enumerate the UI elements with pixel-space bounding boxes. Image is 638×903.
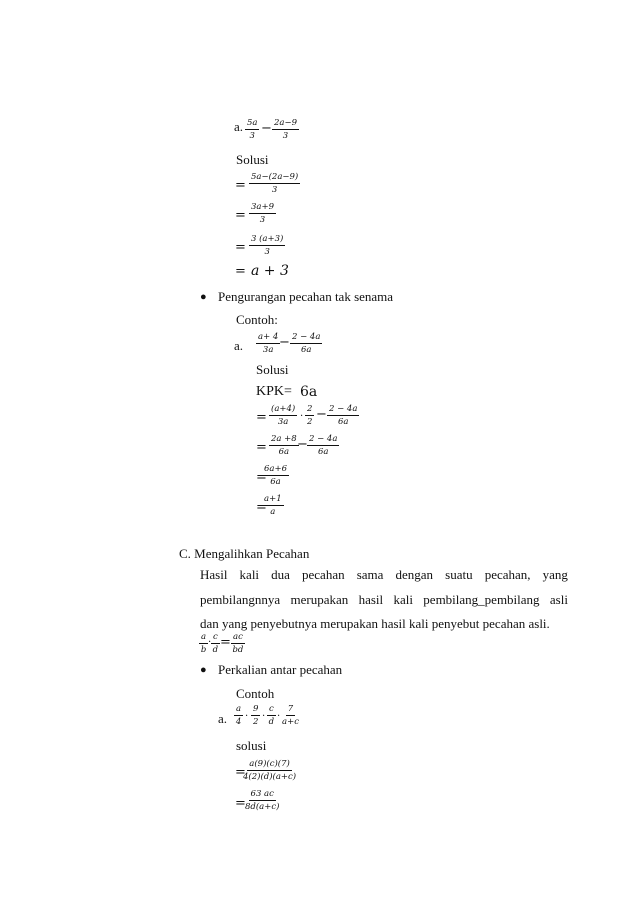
section-heading: C. Mengalihkan Pecahan xyxy=(179,546,310,561)
paragraph-line: pembilangnnya merupakan hasil kali pembilang_pembilang asli xyxy=(200,592,568,607)
kpk-label: KPK= xyxy=(256,384,292,399)
solusi-label: solusi xyxy=(236,738,267,753)
dot-operator: . xyxy=(300,408,304,419)
kpk-value: 6a xyxy=(300,384,318,400)
fraction: $\frac{2 - 4a}{6a}$ xyxy=(309,434,338,457)
example-label: a. xyxy=(218,711,228,726)
dot-operator: . xyxy=(277,708,281,719)
fraction: $\frac{6a+6}{6a}$ xyxy=(264,464,288,487)
bullet-icon: ● xyxy=(200,291,207,303)
fraction: $\frac{2a-9}{3}$ xyxy=(274,118,298,141)
fraction: $\frac{a(9)(c)(7)}{4(2)(d)(a+c)}$ xyxy=(243,759,297,782)
equals-sign: = xyxy=(256,470,267,485)
solusi-label: Solusi xyxy=(236,152,269,167)
fraction: $\frac{(a+4)}{3a}$ xyxy=(271,404,296,427)
minus-sign: − xyxy=(261,121,272,136)
equals-sign: = xyxy=(256,410,267,425)
equals-sign: = xyxy=(235,240,246,255)
dot-operator: . xyxy=(245,708,249,719)
minus-sign: − xyxy=(316,407,327,422)
equals-sign: = xyxy=(256,440,267,455)
fraction: $\frac{a}{4}$ xyxy=(235,704,242,727)
equals-sign: = xyxy=(235,178,246,193)
fraction: $\frac{5a-(2a-9)}{3}$ xyxy=(251,172,299,195)
solusi-label: Solusi xyxy=(256,362,289,377)
paragraph-line: Hasil kali dua pecahan sama dengan suatu pecahan, yang xyxy=(200,567,568,582)
fraction: $\frac{9}{2}$ xyxy=(253,704,259,727)
equals-sign: = xyxy=(235,765,246,780)
contoh-label: Contoh xyxy=(236,686,275,701)
equals-sign: = xyxy=(235,208,246,223)
result-expression: a + 3 xyxy=(251,263,289,279)
bullet-title: Perkalian antar pecahan xyxy=(218,662,343,677)
fraction: $\frac{a+1}{a}$ xyxy=(264,494,282,517)
equals-sign: = xyxy=(235,264,246,279)
fraction: $\frac{3 (a+3)}{3}$ xyxy=(251,234,284,257)
fraction: $\frac{7}{a+c}$ xyxy=(282,704,299,727)
minus-sign: − xyxy=(297,437,308,452)
fraction: $\frac{3a+9}{3}$ xyxy=(251,202,275,225)
fraction: $\frac{63 ac}{8d(a+c)}$ xyxy=(245,789,280,812)
equals-sign: = xyxy=(235,796,246,811)
fraction: $\frac{a+ 4}{3a}$ xyxy=(258,332,279,355)
example-label: a. xyxy=(234,119,244,134)
example-label: a. xyxy=(234,338,244,353)
fraction: $\frac{2 - 4a}{6a}$ xyxy=(292,332,321,355)
contoh-label: Contoh: xyxy=(236,312,278,327)
dot-operator: . xyxy=(262,708,266,719)
fraction: $\frac{c}{d}$ xyxy=(268,704,275,727)
fraction: $\frac{2 - 4a}{6a}$ xyxy=(329,404,358,427)
fraction: $\frac{2a +8}{6a}$ xyxy=(271,434,297,457)
fraction: $\frac{ac}{bd}$ xyxy=(232,632,244,655)
equals-sign: = xyxy=(220,635,231,650)
bullet-title: Pengurangan pecahan tak senama xyxy=(218,289,394,304)
minus-sign: − xyxy=(279,335,290,350)
fraction: $\frac{5a}{3}$ xyxy=(247,118,258,141)
fraction: $\frac{2}{2}$ xyxy=(307,404,313,427)
fraction: $\frac{a}{b}$ xyxy=(200,632,207,655)
bullet-icon: ● xyxy=(200,664,207,676)
equals-sign: = xyxy=(256,500,267,515)
dot-operator: . xyxy=(208,634,212,645)
paragraph-line: dan yang penyebutnya merupakan hasil kali penyebut pecahan asli. xyxy=(200,616,550,631)
fraction: $\frac{c}{d}$ xyxy=(212,632,219,655)
